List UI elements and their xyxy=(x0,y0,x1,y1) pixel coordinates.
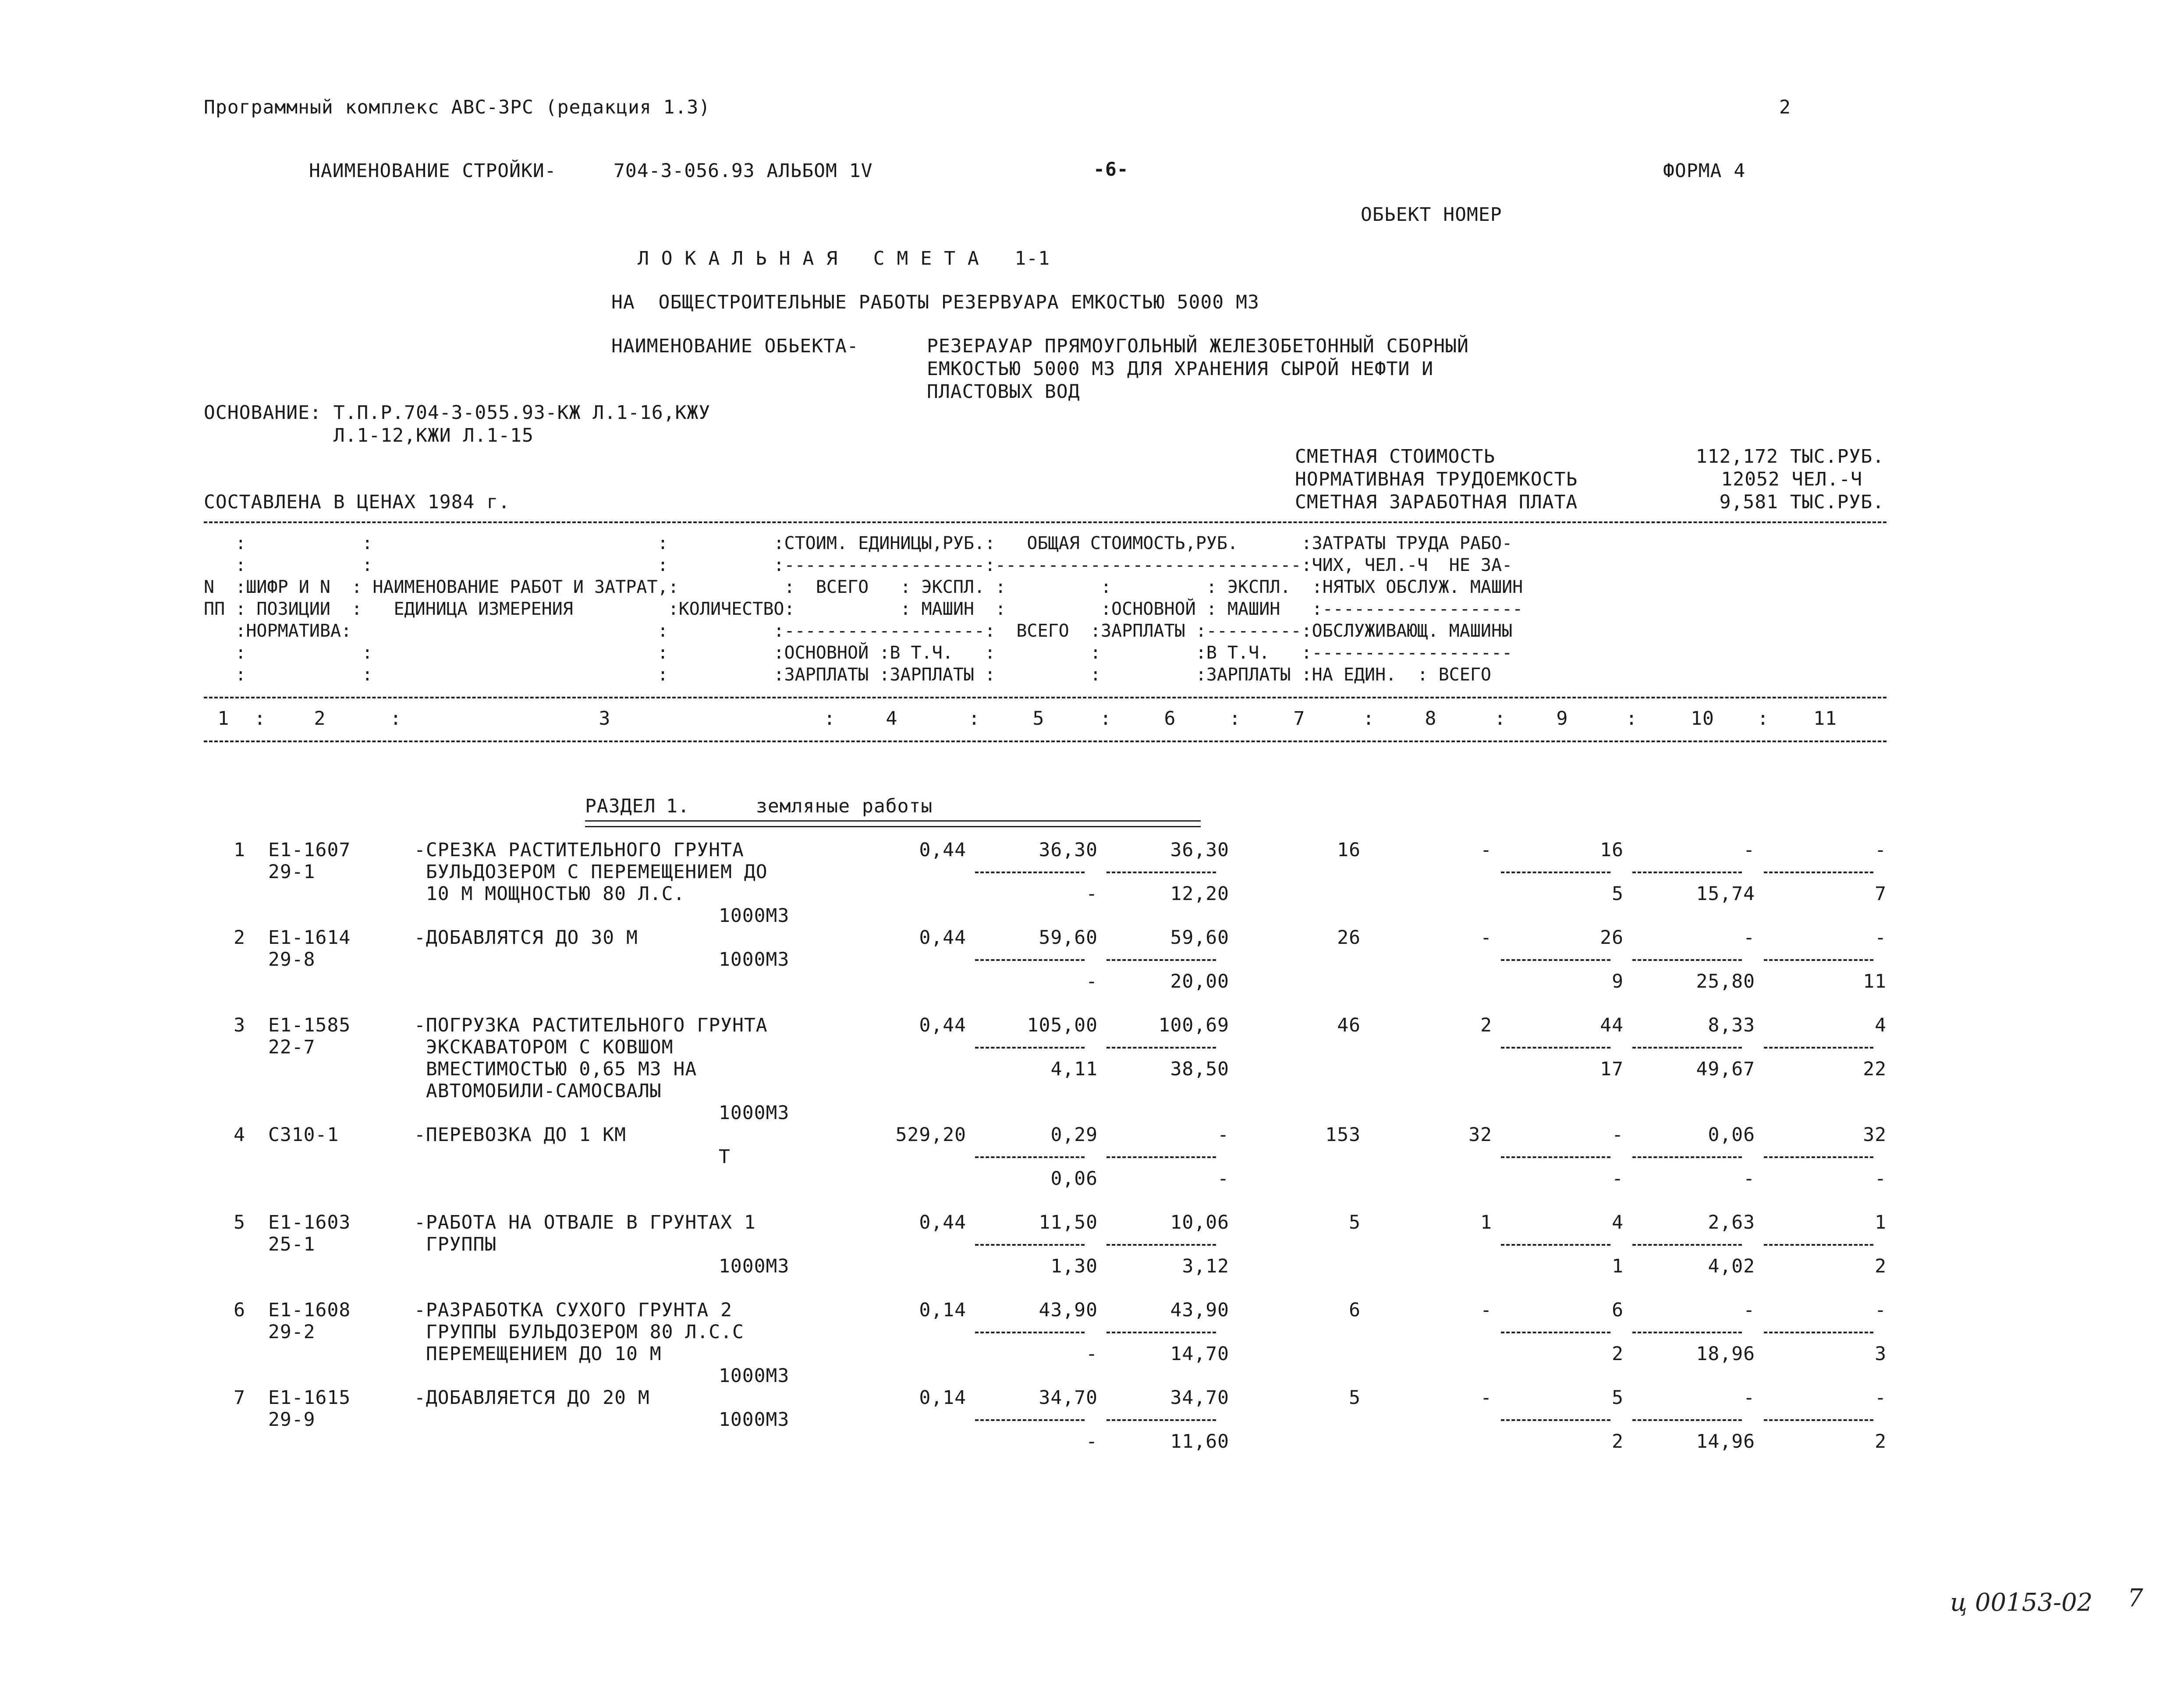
item-cell-c10: 2,63 xyxy=(1708,1212,1755,1233)
item-cell-c11: - xyxy=(1875,1387,1887,1409)
item-cell-c11: - xyxy=(1875,927,1887,949)
item-code-secondary: 29-9 xyxy=(268,1409,316,1431)
cell-separator xyxy=(1501,1244,1610,1246)
item-cell-d10: 25,80 xyxy=(1696,971,1755,992)
item-name-line: АВТОМОБИЛИ-САМОСВАЛЫ xyxy=(414,1080,662,1102)
item-cell-c9: 4 xyxy=(1612,1212,1624,1233)
cell-separator xyxy=(1764,1156,1873,1158)
item-cell-d10: - xyxy=(1743,1168,1755,1190)
column-number: 6 xyxy=(1164,708,1176,730)
item-cell-d11: 2 xyxy=(1875,1255,1887,1277)
cell-separator xyxy=(1764,1047,1873,1049)
column-separator: : xyxy=(1494,708,1506,730)
item-cell-d11: - xyxy=(1875,1168,1887,1190)
column-separator: : xyxy=(1363,708,1375,730)
column-number: 9 xyxy=(1556,708,1568,730)
table-header-line: : : : :-------------------:-----------------------------:ЧИХ, ЧЕЛ.-Ч НЕ ЗА- xyxy=(204,555,1513,575)
item-cell-qty: 529,20 xyxy=(895,1124,966,1146)
price-level: СОСТАВЛЕНА В ЦЕНАХ 1984 г. xyxy=(204,491,511,513)
item-cell-d6: 3,12 xyxy=(1182,1255,1229,1277)
item-cell-c7: 16 xyxy=(1337,839,1361,861)
item-cell-c11: - xyxy=(1875,839,1887,861)
item-name-line: БУЛЬДОЗЕРОМ С ПЕРЕМЕЩЕНИЕМ ДО xyxy=(414,861,768,883)
item-name-line: -РАЗРАБОТКА СУХОГО ГРУНТА 2 xyxy=(414,1299,732,1321)
cell-separator xyxy=(1107,872,1216,873)
cell-separator xyxy=(1501,1332,1610,1333)
item-cell-qty: 0,44 xyxy=(919,1014,966,1036)
item-name-line: -ДОБАВЛЯЕТСЯ ДО 20 М xyxy=(414,1387,650,1409)
item-cell-d5: 1,30 xyxy=(1050,1255,1098,1277)
item-name-line: -РАБОТА НА ОТВАЛЕ В ГРУНТАХ 1 xyxy=(414,1212,756,1233)
item-cell-c8: 2 xyxy=(1480,1014,1492,1036)
summary-value: 112,172 ТЫС.РУБ. xyxy=(1695,446,1884,468)
basis-line: Л.1-12,КЖИ Л.1-15 xyxy=(204,425,534,446)
item-cell-d5: - xyxy=(1086,1431,1098,1453)
column-number: 11 xyxy=(1813,708,1837,730)
item-code: Е1-1608 xyxy=(268,1299,351,1321)
table-header-line: ПП : ПОЗИЦИИ : ЕДИНИЦА ИЗМЕРЕНИЯ :КОЛИЧЕСТВО: : МАШИН : :ОСНОВНОЙ : МАШИН :------------------- xyxy=(204,599,1523,619)
item-cell-qty: 0,14 xyxy=(919,1387,966,1409)
item-name-line: ГРУППЫ xyxy=(414,1233,497,1255)
item-cell-c7: 6 xyxy=(1349,1299,1361,1321)
summary-label: СМЕТНАЯ СТОИМОСТЬ xyxy=(1295,446,1496,468)
item-cell-c5: 0,29 xyxy=(1050,1124,1098,1146)
cell-separator xyxy=(975,1047,1085,1049)
item-cell-c5: 105,00 xyxy=(1027,1014,1098,1036)
summary-value: 12052 ЧЕЛ.-Ч xyxy=(1721,468,1862,490)
table-header-line: : : : :ОСНОВНОЙ :В Т.Ч. : : :В Т.Ч. :------------------- xyxy=(204,643,1513,663)
item-name-line: -ПОГРУЗКА РАСТИТЕЛЬНОГО ГРУНТА xyxy=(414,1014,768,1036)
item-cell-d11: 11 xyxy=(1863,971,1887,992)
item-cell-d6: 14,70 xyxy=(1170,1343,1229,1365)
item-name-line: 10 М МОЩНОСТЬЮ 80 Л.С. xyxy=(414,883,685,905)
cell-separator xyxy=(975,872,1085,873)
item-name-line: ПЕРЕМЕЩЕНИЕМ ДО 10 М xyxy=(414,1343,662,1365)
item-cell-c10: 0,06 xyxy=(1708,1124,1755,1146)
item-cell-c6: 10,06 xyxy=(1170,1212,1229,1233)
table-rule xyxy=(204,521,1887,523)
summary-value: 9,581 ТЫС.РУБ. xyxy=(1719,491,1884,513)
item-name-line: -ПЕРЕВОЗКА ДО 1 КМ xyxy=(414,1124,626,1146)
item-cell-c5: 34,70 xyxy=(1039,1387,1098,1409)
cell-separator xyxy=(1764,1244,1873,1246)
item-cell-c9: 5 xyxy=(1612,1387,1624,1409)
cell-separator xyxy=(1107,1419,1216,1421)
page-number: 2 xyxy=(1779,96,1791,118)
item-cell-d9: 2 xyxy=(1612,1343,1624,1365)
item-cell-qty: 0,44 xyxy=(919,1212,966,1233)
item-code: Е1-1614 xyxy=(268,927,351,949)
item-unit: 1000М3 xyxy=(719,1255,790,1277)
item-cell-qty: 0,14 xyxy=(919,1299,966,1321)
item-cell-d9: 17 xyxy=(1600,1058,1624,1080)
item-cell-d5: 4,11 xyxy=(1050,1058,1098,1080)
item-cell-d6: 12,20 xyxy=(1170,883,1229,905)
item-name-line: -ДОБАВЛЯТСЯ ДО 30 М xyxy=(414,927,638,949)
section-underline xyxy=(585,820,1201,827)
item-code-secondary: 29-8 xyxy=(268,949,316,971)
item-cell-c7: 26 xyxy=(1337,927,1361,949)
item-cell-d10: 14,96 xyxy=(1696,1431,1755,1453)
table-header-line: :НОРМАТИВА: : :-------------------: ВСЕГО :ЗАРПЛАТЫ :---------:ОБСЛУЖИВАЮЩ. МАШИНЫ xyxy=(204,621,1513,641)
item-cell-c9: 6 xyxy=(1612,1299,1624,1321)
item-cell-c9: 26 xyxy=(1600,927,1624,949)
item-cell-d9: 9 xyxy=(1612,971,1624,992)
column-separator: : xyxy=(1229,708,1241,730)
cell-separator xyxy=(1501,959,1610,961)
cell-separator xyxy=(1107,1047,1216,1049)
item-cell-d11: 7 xyxy=(1875,883,1887,905)
column-number: 10 xyxy=(1691,708,1714,730)
item-cell-d5: - xyxy=(1086,971,1098,992)
column-separator: : xyxy=(390,708,402,730)
item-cell-c9: 16 xyxy=(1600,839,1624,861)
item-cell-d10: 49,67 xyxy=(1696,1058,1755,1080)
column-separator: : xyxy=(1100,708,1112,730)
object-name-line: ЕМКОСТЬЮ 5000 М3 ДЛЯ ХРАНЕНИЯ СЫРОЙ НЕФТИ И xyxy=(927,358,1434,380)
item-cell-c5: 36,30 xyxy=(1039,839,1098,861)
item-code-secondary: 29-1 xyxy=(268,861,316,883)
column-number: 2 xyxy=(314,708,326,730)
cell-separator xyxy=(1632,1419,1742,1421)
item-number: 3 xyxy=(234,1014,245,1036)
item-code: Е1-1603 xyxy=(268,1212,351,1233)
item-cell-c8: - xyxy=(1480,1387,1492,1409)
item-number: 1 xyxy=(234,839,245,861)
item-unit: 1000М3 xyxy=(719,1102,790,1124)
object-name-label: НАИМЕНОВАНИЕ ОБЬЕКТА- xyxy=(611,335,859,357)
item-code: Е1-1585 xyxy=(268,1014,351,1036)
cell-separator xyxy=(975,1419,1085,1421)
item-cell-d9: 5 xyxy=(1612,883,1624,905)
item-cell-c10: - xyxy=(1743,927,1755,949)
item-cell-d11: 22 xyxy=(1863,1058,1887,1080)
cell-separator xyxy=(1632,872,1742,873)
item-code: Е1-1607 xyxy=(268,839,351,861)
cell-separator xyxy=(975,959,1085,961)
cell-separator xyxy=(1764,1332,1873,1333)
handwritten-code: ц 00153-02 xyxy=(1950,1588,2093,1617)
item-number: 7 xyxy=(234,1387,245,1409)
item-cell-c6: 43,90 xyxy=(1170,1299,1229,1321)
item-name-line: ВМЕСТИМОСТЬЮ 0,65 М3 НА xyxy=(414,1058,697,1080)
item-cell-d9: - xyxy=(1612,1168,1624,1190)
item-code-secondary: 29-2 xyxy=(268,1321,316,1343)
item-cell-c10: 8,33 xyxy=(1708,1014,1755,1036)
item-cell-qty: 0,44 xyxy=(919,927,966,949)
item-cell-qty: 0,44 xyxy=(919,839,966,861)
column-separator: : xyxy=(1626,708,1638,730)
summary-label: СМЕТНАЯ ЗАРАБОТНАЯ ПЛАТА xyxy=(1295,491,1578,513)
item-cell-d5: - xyxy=(1086,883,1098,905)
table-header-line: : : : :СТОИМ. ЕДИНИЦЫ,РУБ.: ОБЩАЯ СТОИМОСТЬ,РУБ. :ЗАТРАТЫ ТРУДА РАБО- xyxy=(204,533,1513,553)
item-cell-c6: 36,30 xyxy=(1170,839,1229,861)
cell-separator xyxy=(975,1156,1085,1158)
column-number: 8 xyxy=(1425,708,1437,730)
column-number: 1 xyxy=(217,708,230,730)
cell-separator xyxy=(1632,1047,1742,1049)
cell-separator xyxy=(1501,1047,1610,1049)
item-cell-d10: 15,74 xyxy=(1696,883,1755,905)
construction-label: НАИМЕНОВАНИЕ СТРОЙКИ- xyxy=(309,160,557,182)
cell-separator xyxy=(1107,959,1216,961)
section-number: 1. xyxy=(666,795,690,817)
column-number: 3 xyxy=(599,708,611,730)
item-code: Е1-1615 xyxy=(268,1387,351,1409)
item-code-secondary: 22-7 xyxy=(268,1036,316,1058)
object-number-label: ОБЬЕКТ НОМЕР xyxy=(1361,204,1502,226)
item-cell-c6: 59,60 xyxy=(1170,927,1229,949)
item-cell-c10: - xyxy=(1743,1299,1755,1321)
cell-separator xyxy=(1764,1419,1873,1421)
cell-separator xyxy=(1501,1419,1610,1421)
cell-separator xyxy=(1632,1156,1742,1158)
cell-separator xyxy=(1632,959,1742,961)
item-cell-c6: - xyxy=(1217,1124,1229,1146)
item-cell-d5: - xyxy=(1086,1343,1098,1365)
object-name-line: РЕЗЕРАУАР ПРЯМОУГОЛЬНЫЙ ЖЕЛЕЗОБЕТОННЫЙ СБОРНЫЙ xyxy=(927,335,1469,357)
item-cell-c6: 100,69 xyxy=(1158,1014,1229,1036)
item-cell-d11: 2 xyxy=(1875,1431,1887,1453)
page-title: Л О К А Л Ь Н А Я С М Е Т А 1-1 xyxy=(638,248,1050,269)
item-cell-d6: 38,50 xyxy=(1170,1058,1229,1080)
cell-separator xyxy=(1764,872,1873,873)
table-rule xyxy=(204,741,1887,742)
table-header-line: : : : :ЗАРПЛАТЫ :ЗАРПЛАТЫ : : :ЗАРПЛАТЫ :НА ЕДИН. : ВСЕГО xyxy=(204,665,1492,685)
cell-separator xyxy=(975,1244,1085,1246)
table-rule xyxy=(204,697,1887,698)
column-separator: : xyxy=(968,708,980,730)
item-cell-c7: 153 xyxy=(1325,1124,1361,1146)
item-cell-c7: 5 xyxy=(1349,1212,1361,1233)
item-cell-c10: - xyxy=(1743,1387,1755,1409)
item-cell-c5: 11,50 xyxy=(1039,1212,1098,1233)
basis-line: ОСНОВАНИЕ: Т.П.Р.704-3-055.93-КЖ Л.1-16,КЖУ xyxy=(204,402,711,424)
summary-label: НОРМАТИВНАЯ ТРУДОЕМКОСТЬ xyxy=(1295,468,1578,490)
item-cell-c6: 34,70 xyxy=(1170,1387,1229,1409)
item-unit: Т xyxy=(719,1146,731,1168)
item-cell-d10: 18,96 xyxy=(1696,1343,1755,1365)
item-cell-d6: - xyxy=(1217,1168,1229,1190)
item-number: 5 xyxy=(234,1212,245,1233)
column-number: 5 xyxy=(1032,708,1045,730)
object-name-line: ПЛАСТОВЫХ ВОД xyxy=(927,381,1080,403)
item-cell-c8: 32 xyxy=(1468,1124,1492,1146)
item-cell-c8: 1 xyxy=(1480,1212,1492,1233)
cell-separator xyxy=(1107,1332,1216,1333)
item-cell-d5: 0,06 xyxy=(1050,1168,1098,1190)
cell-separator xyxy=(1632,1332,1742,1333)
item-cell-d9: 2 xyxy=(1612,1431,1624,1453)
construction-value: 704-3-056.93 АЛЬБОМ 1V xyxy=(614,160,873,182)
item-unit: 1000М3 xyxy=(719,905,790,927)
item-cell-c10: - xyxy=(1743,839,1755,861)
item-cell-c11: 4 xyxy=(1875,1014,1887,1036)
item-cell-c7: 46 xyxy=(1337,1014,1361,1036)
cell-separator xyxy=(1501,872,1610,873)
item-number: 2 xyxy=(234,927,245,949)
column-separator: : xyxy=(824,708,836,730)
item-cell-c9: 44 xyxy=(1600,1014,1624,1036)
section-name: земляные работы xyxy=(756,795,933,817)
item-cell-c8: - xyxy=(1480,927,1492,949)
item-cell-c8: - xyxy=(1480,1299,1492,1321)
table-header-line: N :ШИФР И N : НАИМЕНОВАНИЕ РАБОТ И ЗАТРАТ,: : ВСЕГО : ЭКСПЛ. : : : ЭКСПЛ. :НЯТЫХ ОБСЛУЖ. МАШИН xyxy=(204,577,1523,597)
cell-separator xyxy=(1632,1244,1742,1246)
section-label: РАЗДЕЛ xyxy=(585,795,656,817)
column-number: 4 xyxy=(886,708,898,730)
item-cell-c7: 5 xyxy=(1349,1387,1361,1409)
program-caption: Программный комплекс АВС-3РС (редакция 1.3) xyxy=(204,96,711,118)
item-name-line: -СРЕЗКА РАСТИТЕЛЬНОГО ГРУНТА xyxy=(414,839,744,861)
item-cell-d6: 11,60 xyxy=(1170,1431,1229,1453)
item-cell-c11: 1 xyxy=(1875,1212,1887,1233)
form-label: ФОРМА 4 xyxy=(1663,160,1746,182)
item-name-line: ЭКСКАВАТОРОМ С КОВШОМ xyxy=(414,1036,674,1058)
item-cell-c9: - xyxy=(1612,1124,1624,1146)
column-separator: : xyxy=(1757,708,1769,730)
item-number: 4 xyxy=(234,1124,245,1146)
item-cell-c11: 32 xyxy=(1863,1124,1887,1146)
sheet-number: -6- xyxy=(1093,159,1129,181)
page-subtitle: НА ОБЩЕСТРОИТЕЛЬНЫЕ РАБОТЫ РЕЗЕРВУАРА ЕМКОСТЬЮ 5000 М3 xyxy=(611,291,1259,313)
item-cell-d6: 20,00 xyxy=(1170,971,1229,992)
item-cell-c8: - xyxy=(1480,839,1492,861)
item-cell-c5: 59,60 xyxy=(1039,927,1098,949)
cell-separator xyxy=(975,1332,1085,1333)
item-cell-d11: 3 xyxy=(1875,1343,1887,1365)
column-separator: : xyxy=(254,708,266,730)
column-number: 7 xyxy=(1293,708,1305,730)
cell-separator xyxy=(1107,1244,1216,1246)
item-cell-c11: - xyxy=(1875,1299,1887,1321)
item-cell-d10: 4,02 xyxy=(1708,1255,1755,1277)
item-unit: 1000М3 xyxy=(719,949,790,971)
item-cell-d9: 1 xyxy=(1612,1255,1624,1277)
item-code-secondary: 25-1 xyxy=(268,1233,316,1255)
item-unit: 1000М3 xyxy=(719,1409,790,1431)
item-unit: 1000М3 xyxy=(719,1365,790,1387)
cell-separator xyxy=(1107,1156,1216,1158)
handwritten-page: 7 xyxy=(2128,1584,2143,1612)
cell-separator xyxy=(1501,1156,1610,1158)
item-code: С310-1 xyxy=(268,1124,339,1146)
item-cell-c5: 43,90 xyxy=(1039,1299,1098,1321)
cell-separator xyxy=(1764,959,1873,961)
item-number: 6 xyxy=(234,1299,245,1321)
item-name-line: ГРУППЫ БУЛЬДОЗЕРОМ 80 Л.С.С xyxy=(414,1321,744,1343)
